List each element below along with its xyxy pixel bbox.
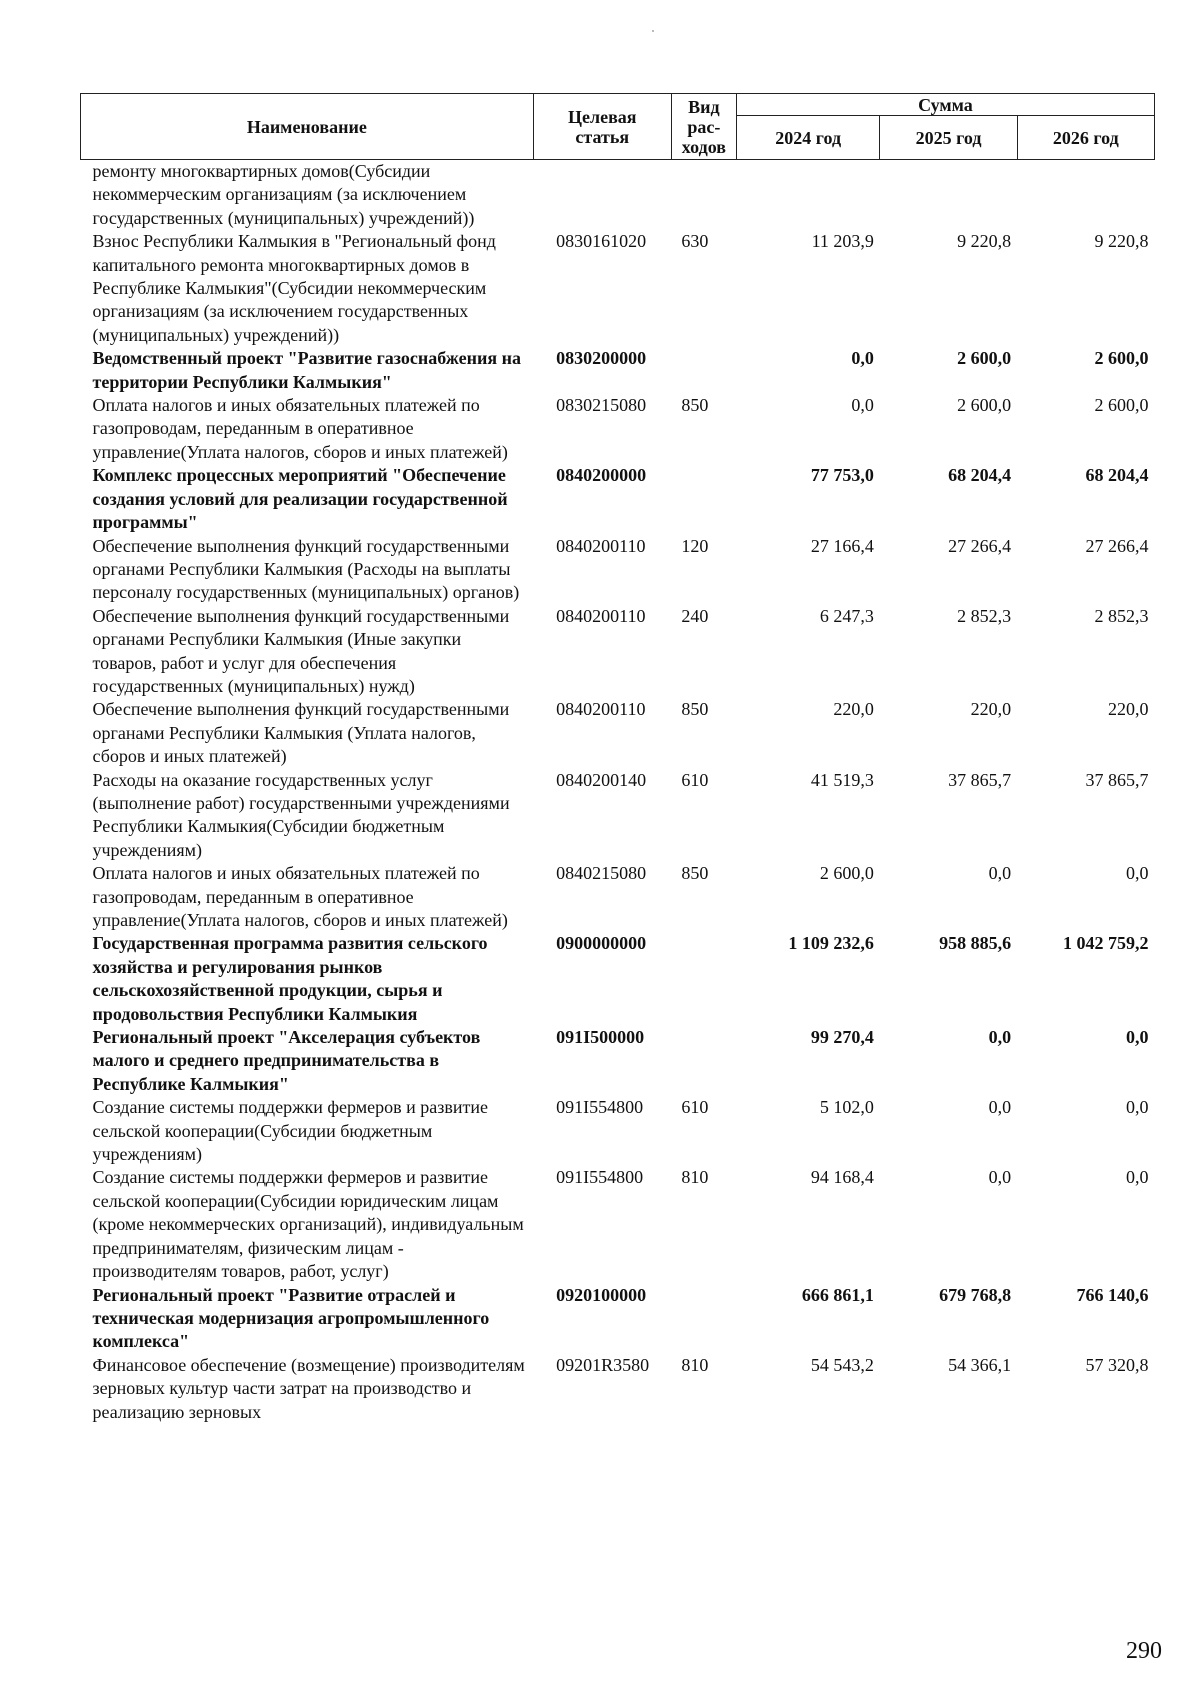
row-code: 0840200140 xyxy=(556,769,647,790)
row-sum-2025: 220,0 xyxy=(970,699,1012,720)
row-sum-2026: 9 220,8 xyxy=(1094,231,1149,252)
row-code: 0830215080 xyxy=(556,395,647,416)
row-expense-type: 850 xyxy=(681,699,709,720)
row-name: Финансовое обеспечение (возмещение) производителям зерновых культур части затрат на производство и реализацию зерновых xyxy=(92,1354,525,1422)
row-expense-type xyxy=(671,464,736,534)
row-code: 091I554800 xyxy=(556,1167,644,1188)
table-row xyxy=(81,769,1155,863)
row-name: Обеспечение выполнения функций государственными органами Республики Калмыкия (Расходы на выплаты персоналу государственных (муниципальных) органов) xyxy=(92,535,520,603)
row-sum-2026: 0,0 xyxy=(1126,863,1149,884)
table-row xyxy=(81,698,1155,768)
table-header xyxy=(81,94,1155,160)
row-expense-type: 610 xyxy=(681,1097,709,1118)
row-code: 0830161020 xyxy=(556,231,647,252)
header-expense-type: Вид рас-ходов xyxy=(671,94,736,160)
row-name: ремонту многоквартирных домов(Субсидии некоммерческим организациям (за исключением государственных (муниципальных) учреждений)) xyxy=(92,161,475,228)
table-row xyxy=(81,464,1155,534)
header-name: Наименование xyxy=(81,94,534,160)
table-row xyxy=(81,160,1155,231)
page-number: 290 xyxy=(1126,1638,1162,1664)
row-sum-2026: 1 042 759,2 xyxy=(1063,933,1149,954)
header-year-2025: 2025 год xyxy=(880,116,1017,160)
row-code: 091I554800 xyxy=(556,1097,644,1118)
row-code: 0920100000 xyxy=(556,1284,647,1305)
row-sum-2025: 0,0 xyxy=(988,1027,1012,1048)
row-sum-2024: 11 203,9 xyxy=(811,231,874,252)
row-sum-2024: 1 109 232,6 xyxy=(788,933,874,954)
row-sum-2025: 0,0 xyxy=(988,1167,1012,1188)
scan-dot xyxy=(652,30,654,32)
row-name: Создание системы поддержки фермеров и развитие сельской кооперации(Субсидии бюджетным учреждениям) xyxy=(92,1097,488,1165)
row-name: Региональный проект "Развитие отраслей и техническая модернизация агропромышленного комплекса" xyxy=(92,1284,490,1352)
table-body xyxy=(81,160,1155,1424)
row-expense-type: 810 xyxy=(681,1354,709,1375)
row-sum-2025: 68 204,4 xyxy=(948,465,1012,486)
row-name: Взнос Республики Калмыкия в "Региональный фонд капитального ремонта многоквартирных домов в Республике Калмыкия"(Субсидии некоммерческим организациям (за исключением государственных (муниципальных) учреждений)) xyxy=(92,231,496,345)
row-code: 0840215080 xyxy=(556,863,647,884)
row-sum-2024: 54 543,2 xyxy=(810,1354,874,1375)
row-code: 091I500000 xyxy=(556,1027,645,1048)
row-sum-2024: 220,0 xyxy=(833,699,874,720)
row-sum-2026: 2 600,0 xyxy=(1094,348,1149,369)
row-code: 0830200000 xyxy=(556,348,647,369)
row-sum-2026: 27 266,4 xyxy=(1085,535,1149,556)
table-row xyxy=(81,1166,1155,1283)
row-expense-type: 630 xyxy=(681,231,709,252)
row-sum-2024: 77 753,0 xyxy=(810,465,874,486)
header-sum: Сумма xyxy=(736,94,1154,116)
budget-table xyxy=(80,93,1155,1424)
row-expense-type xyxy=(671,932,736,1026)
row-sum-2026: 0,0 xyxy=(1126,1027,1149,1048)
row-code: 0900000000 xyxy=(556,933,647,954)
row-sum-2026: 57 320,8 xyxy=(1085,1354,1149,1375)
row-expense-type xyxy=(671,347,736,394)
table-row xyxy=(81,394,1155,464)
row-sum-2025: 958 885,6 xyxy=(939,933,1012,954)
row-code: 0840200110 xyxy=(556,535,646,556)
table-row xyxy=(81,1096,1155,1166)
row-sum-2024: 99 270,4 xyxy=(810,1027,874,1048)
row-code xyxy=(533,160,671,231)
row-sum-2025: 2 600,0 xyxy=(957,348,1012,369)
row-expense-type xyxy=(671,1026,736,1096)
table-row xyxy=(81,862,1155,932)
row-code: 09201R3580 xyxy=(556,1354,650,1375)
row-expense-type: 610 xyxy=(681,769,709,790)
row-sum-2025: 27 266,4 xyxy=(948,535,1012,556)
row-expense-type: 850 xyxy=(681,863,709,884)
row-sum-2025: 2 852,3 xyxy=(957,605,1012,626)
row-name: Оплата налогов и иных обязательных платежей по газопроводам, переданным в оперативное управление(Уплата налогов, сборов и иных платежей) xyxy=(92,395,508,462)
row-name: Обеспечение выполнения функций государственными органами Республики Калмыкия (Иные закупки товаров, работ и услуг для обеспечения государственных (муниципальных) нужд) xyxy=(92,605,510,696)
row-name: Ведомственный проект "Развитие газоснабжения на территории Республики Калмыкия" xyxy=(92,348,521,392)
header-year-2026: 2026 год xyxy=(1017,116,1154,160)
row-sum-2026: 68 204,4 xyxy=(1085,465,1149,486)
row-code: 0840200110 xyxy=(556,605,646,626)
row-sum-2026: 220,0 xyxy=(1108,699,1149,720)
row-name: Обеспечение выполнения функций государственными органами Республики Калмыкия (Уплата налогов, сборов и иных платежей) xyxy=(92,699,510,767)
row-name: Расходы на оказание государственных услуг (выполнение работ) государственными учреждениями Республики Калмыкия(Субсидии бюджетным учреждениям) xyxy=(92,769,510,860)
row-code: 0840200110 xyxy=(556,699,646,720)
row-sum-2026: 0,0 xyxy=(1126,1097,1149,1118)
row-sum-2024: 666 861,1 xyxy=(801,1284,874,1305)
table-row xyxy=(81,535,1155,605)
row-expense-type xyxy=(671,160,736,231)
row-sum-2024: 2 600,0 xyxy=(819,863,874,884)
row-sum-2025: 2 600,0 xyxy=(957,395,1012,416)
row-name: Создание системы поддержки фермеров и развитие сельской кооперации(Субсидии юридическим лицам (кроме некоммерческих организаций), индивидуальным предпринимателям, физическим лицам - производителям товаров, работ, услуг) xyxy=(92,1167,524,1282)
row-sum-2025: 54 366,1 xyxy=(948,1354,1012,1375)
table-row xyxy=(81,932,1155,1026)
row-sum-2026: 766 140,6 xyxy=(1076,1284,1149,1305)
header-year-2024: 2024 год xyxy=(736,116,880,160)
row-sum-2024: 5 102,0 xyxy=(819,1097,874,1118)
row-name: Комплекс процессных мероприятий "Обеспечение создания условий для реализации государственной программы" xyxy=(92,465,508,533)
table-row xyxy=(81,1354,1155,1424)
table-row xyxy=(81,605,1155,699)
row-sum-2024: 27 166,4 xyxy=(810,535,874,556)
row-expense-type: 240 xyxy=(681,605,709,626)
row-sum-2025: 679 768,8 xyxy=(939,1284,1012,1305)
row-code: 0840200000 xyxy=(556,465,647,486)
row-sum-2026: 2 852,3 xyxy=(1094,605,1149,626)
row-expense-type: 120 xyxy=(681,535,709,556)
row-sum-2024: 0,0 xyxy=(851,395,874,416)
row-expense-type xyxy=(671,1284,736,1354)
row-sum-2024: 94 168,4 xyxy=(810,1167,874,1188)
row-name: Оплата налогов и иных обязательных платежей по газопроводам, переданным в оперативное управление(Уплата налогов, сборов и иных платежей) xyxy=(92,863,508,930)
row-sum-2024: 6 247,3 xyxy=(819,605,874,626)
row-sum-2026: 0,0 xyxy=(1126,1167,1149,1188)
table-row xyxy=(81,347,1155,394)
row-sum-2026: 2 600,0 xyxy=(1094,395,1149,416)
row-sum-2025 xyxy=(880,160,1017,231)
row-expense-type: 810 xyxy=(681,1167,709,1188)
row-name: Региональный проект "Акселерация субъектов малого и среднего предпринимательства в Республике Калмыкия" xyxy=(92,1027,481,1094)
table-row xyxy=(81,1284,1155,1354)
row-sum-2025: 0,0 xyxy=(988,863,1012,884)
row-sum-2024: 0,0 xyxy=(851,348,874,369)
row-sum-2024 xyxy=(736,160,880,231)
row-sum-2025: 9 220,8 xyxy=(957,231,1012,252)
row-sum-2025: 37 865,7 xyxy=(948,769,1012,790)
table-row xyxy=(81,230,1155,347)
row-sum-2026 xyxy=(1017,160,1154,231)
header-target-article: Целевая статья xyxy=(533,94,671,160)
row-expense-type: 850 xyxy=(681,395,709,416)
table-row xyxy=(81,1026,1155,1096)
row-sum-2025: 0,0 xyxy=(988,1097,1012,1118)
row-sum-2024: 41 519,3 xyxy=(810,769,874,790)
row-sum-2026: 37 865,7 xyxy=(1085,769,1149,790)
row-name: Государственная программа развития сельского хозяйства и регулирования рынков сельскохозяйственной продукции, сырья и продовольствия Республики Калмыкия xyxy=(92,933,488,1024)
